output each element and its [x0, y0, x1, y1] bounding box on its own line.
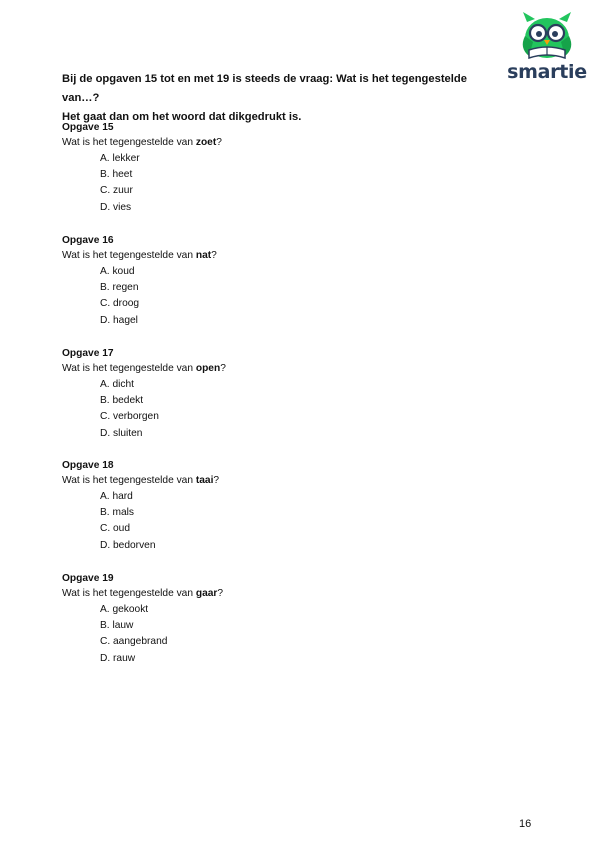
option-b: B. bedekt: [100, 395, 144, 407]
page-number: 16: [519, 818, 532, 830]
logo-wordmark: smartie: [507, 61, 587, 83]
option-a: A. lekker: [100, 153, 140, 164]
question-19: [62, 571, 362, 667]
instructions-line-2: Het gaat dan om het woord dat dikgedrukt is.: [62, 111, 302, 123]
question-17: [62, 346, 362, 442]
question-15: [62, 120, 362, 216]
option-a: A. dicht: [100, 379, 134, 390]
owl-logo-icon: [515, 12, 579, 60]
option-b: B. heet: [100, 169, 133, 181]
bold-word: zoet: [195, 137, 217, 148]
option-b: B. regen: [100, 282, 139, 294]
question-16: [62, 233, 362, 329]
option-c: C. aangebrand: [100, 636, 168, 648]
bold-word: gaar: [195, 588, 218, 599]
answer-options: [62, 151, 362, 216]
option-d: D. sluiten: [100, 427, 143, 439]
option-a: A. koud: [100, 266, 135, 277]
answer-options: [62, 377, 362, 442]
option-d: D. vies: [100, 201, 132, 213]
instructions: [62, 70, 502, 127]
option-d: D. hagel: [100, 314, 138, 326]
question-text: Wat is het tegengestelde van open?: [62, 363, 226, 374]
option-c: C. oud: [100, 523, 131, 535]
instructions-line-1: Bij de opgaven 15 tot en met 19 is steeds de vraag: Wat is het tegengestelde van…?: [62, 73, 467, 104]
question-text: Wat is het tegengestelde van gaar?: [62, 588, 224, 599]
question-title: Opgave 15: [62, 122, 114, 133]
option-b: B. mals: [100, 507, 134, 519]
option-c: C. droog: [100, 298, 140, 310]
answer-options: [62, 264, 362, 329]
option-d: D. bedorven: [100, 539, 156, 551]
question-18: [62, 458, 362, 554]
option-a: A. hard: [100, 491, 133, 502]
option-b: B. lauw: [100, 620, 134, 632]
question-title: Opgave 16: [62, 235, 114, 246]
question-text: Wat is het tegengestelde van zoet?: [62, 137, 222, 148]
smartie-logo: [506, 12, 588, 84]
question-text: Wat is het tegengestelde van taai?: [62, 475, 220, 486]
question-title: Opgave 17: [62, 348, 114, 359]
option-a: A. gekookt: [100, 604, 149, 615]
bold-word: taai: [195, 475, 214, 486]
question-title: Opgave 19: [62, 573, 114, 584]
option-c: C. verborgen: [100, 411, 159, 423]
option-d: D. rauw: [100, 652, 136, 664]
question-title: Opgave 18: [62, 460, 114, 471]
answer-options: [62, 489, 362, 554]
question-text: Wat is het tegengestelde van nat?: [62, 250, 217, 261]
bold-word: open: [195, 363, 221, 374]
bold-word: nat: [195, 250, 212, 261]
option-c: C. zuur: [100, 185, 133, 197]
answer-options: [62, 602, 362, 667]
